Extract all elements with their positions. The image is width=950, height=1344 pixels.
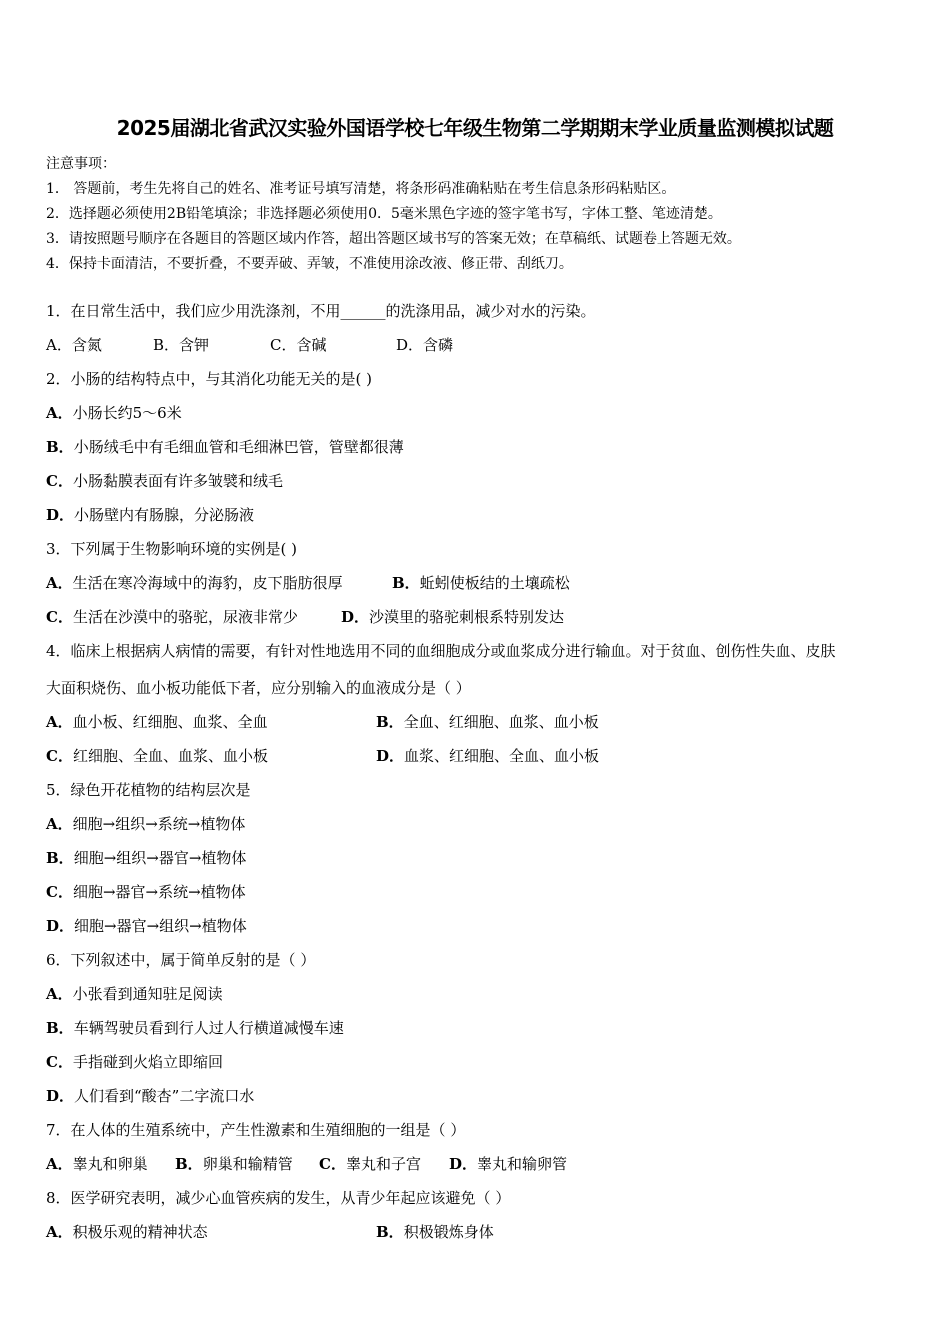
- question-5-option-c: C．细胞→器官→系统→植物体: [46, 883, 246, 901]
- notice-item: 4．保持卡面清洁，不要折叠，不要弄破、弄皱，不准使用涂改液、修正带、刮纸刀。: [46, 256, 573, 272]
- question-6-option-d: D．人们看到“酸杏”二字流口水: [46, 1087, 255, 1105]
- question-6-option-c: C．手指碰到火焰立即缩回: [46, 1053, 223, 1071]
- question-2-option-d: D．小肠壁内有肠腺，分泌肠液: [46, 506, 255, 524]
- question-8-stem: 8．医学研究表明，减少心血管疾病的发生，从青少年起应该避免（ ）: [46, 1189, 511, 1207]
- question-2-stem: 2．小肠的结构特点中，与其消化功能无关的是( ): [46, 370, 373, 388]
- question-3-option-b: B．蚯蚓使板结的土壤疏松: [392, 574, 570, 592]
- question-5-option-d: D．细胞→器官→组织→植物体: [46, 917, 247, 935]
- question-8-option-b: B．积极锻炼身体: [376, 1223, 494, 1241]
- question-3-stem: 3．下列属于生物影响环境的实例是( ): [46, 540, 298, 558]
- notice-item: 1． 答题前，考生先将自己的姓名、准考证号填写清楚，将条形码准确粘贴在考生信息条形码粘贴区。: [46, 181, 676, 197]
- question-6-option-b: B．车辆驾驶员看到行人过人行横道减慢车速: [46, 1019, 344, 1037]
- question-1-stem: 1．在日常生活中，我们应少用洗涤剂，不用______的洗涤用品，减少对水的污染。: [46, 302, 596, 320]
- page-title: 2025届湖北省武汉实验外国语学校七年级生物第二学期期末学业质量监测模拟试题: [116, 116, 834, 140]
- question-4-option-c: C．红细胞、全血、血浆、血小板: [46, 747, 268, 765]
- question-3-option-a: A．生活在寒冷海域中的海豹，皮下脂肪很厚: [46, 574, 343, 592]
- question-3-option-d: D．沙漠里的骆驼刺根系特别发达: [341, 608, 565, 626]
- question-1-option-b: B．含钾: [153, 336, 210, 354]
- question-2-option-a: A．小肠长约5～6米: [46, 404, 182, 422]
- question-1-option-c: C．含碱: [270, 336, 327, 354]
- question-6-stem: 6．下列叙述中，属于简单反射的是（ ）: [46, 951, 316, 969]
- question-2-option-c: C．小肠黏膜表面有许多皱襞和绒毛: [46, 472, 283, 490]
- question-8-option-a: A．积极乐观的精神状态: [46, 1223, 208, 1241]
- question-4-stem-continued: 大面积烧伤、血小板功能低下者，应分别输入的血液成分是（ ）: [46, 679, 471, 697]
- question-3-option-c: C．生活在沙漠中的骆驼，尿液非常少: [46, 608, 298, 626]
- question-2-option-b: B．小肠绒毛中有毛细血管和毛细淋巴管，管壁都很薄: [46, 438, 404, 456]
- question-4-option-d: D．血浆、红细胞、全血、血小板: [376, 747, 600, 765]
- question-5-option-a: A．细胞→组织→系统→植物体: [46, 815, 246, 833]
- question-1-option-d: D．含磷: [396, 336, 454, 354]
- question-6-option-a: A．小张看到通知驻足阅读: [46, 985, 223, 1003]
- notice-item: 3．请按照题号顺序在各题目的答题区域内作答，超出答题区域书写的答案无效；在草稿纸、试题卷上答题无效。: [46, 231, 741, 247]
- question-4-option-b: B．全血、红细胞、血浆、血小板: [376, 713, 599, 731]
- notice-section: [46, 152, 741, 277]
- question-7-option-b: B．卵巢和输精管: [175, 1155, 293, 1173]
- question-5-option-b: B．细胞→组织→器官→植物体: [46, 849, 247, 867]
- question-1-option-a: A．含氮: [46, 336, 102, 354]
- question-5-stem: 5．绿色开花植物的结构层次是: [46, 781, 251, 799]
- question-7-stem: 7．在人体的生殖系统中，产生性激素和生殖细胞的一组是（ ）: [46, 1121, 466, 1139]
- notice-heading: 注意事项：: [46, 156, 116, 172]
- question-7-option-c: C．睾丸和子宫: [319, 1155, 421, 1173]
- notice-item: 2．选择题必须使用2B铅笔填涂；非选择题必须使用0．5毫米黑色字迹的签字笔书写，字体工整、笔迹清楚。: [46, 206, 722, 222]
- question-4-option-a: A．血小板、红细胞、血浆、全血: [46, 713, 268, 731]
- question-7-option-d: D．睾丸和输卵管: [449, 1155, 568, 1173]
- question-4-stem: 4．临床上根据病人病情的需要，有针对性地选用不同的血细胞成分或血浆成分进行输血。对于贫血、创伤性失血、皮肤: [46, 642, 836, 660]
- question-7-option-a: A．睾丸和卵巢: [46, 1155, 148, 1173]
